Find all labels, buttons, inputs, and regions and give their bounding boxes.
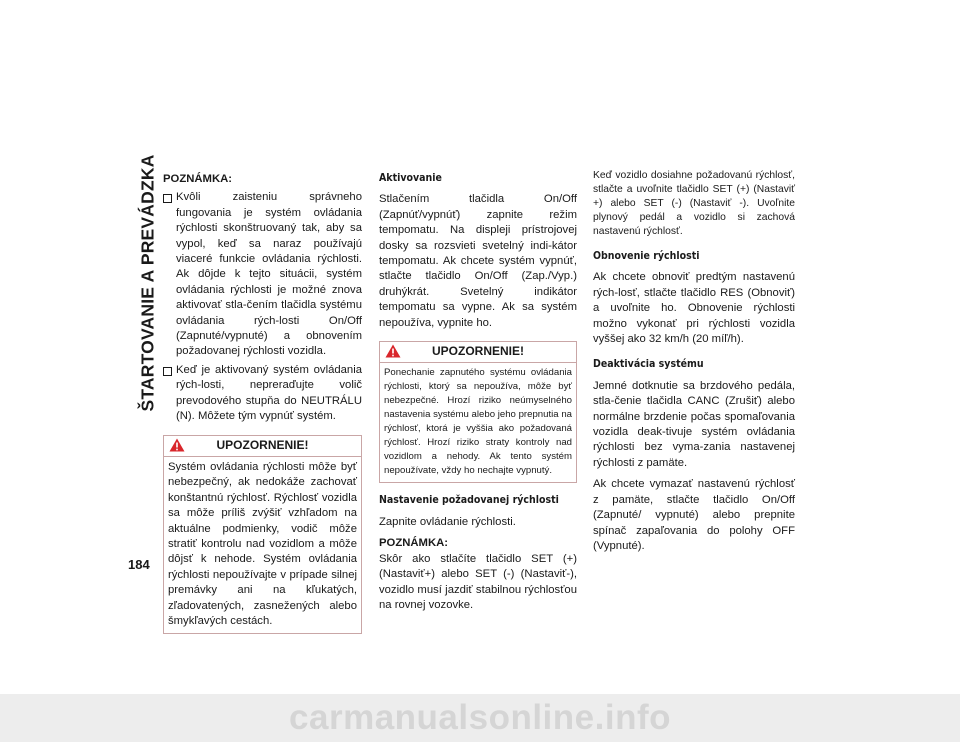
page-number: 184 bbox=[128, 557, 150, 572]
section-title-text: ŠTARTOVANIE A PREVÁDZKA bbox=[137, 153, 158, 412]
heading-activate: Aktivovanie bbox=[379, 172, 442, 184]
heading-set-speed: Nastavenie požadovanej rýchlosti bbox=[379, 494, 559, 507]
column-1 bbox=[163, 172, 362, 634]
note-text: Skôr ako stlačíte tlačidlo SET (+) (Nastaviť+) alebo SET (-) (Nastaviť-), vozidlo musí jazdiť stabilnou rýchlosťou na rovnej vozovke. bbox=[379, 552, 577, 611]
heading-resume: Obnovenie rýchlosti bbox=[593, 250, 700, 262]
warning-triangle-icon bbox=[169, 438, 185, 452]
list-item-text: Keď je aktivovaný systém ovládania rých-losti, nepreraďujte volič prevodového stupňa do NEUTRÁLU (N). Môžete tým vypnúť systém. bbox=[176, 363, 362, 423]
set-speed-text: Zapnite ovládanie rýchlosti. bbox=[379, 515, 516, 528]
watermark bbox=[0, 694, 960, 742]
checkbox-bullet-icon bbox=[163, 194, 172, 203]
list-item bbox=[163, 190, 362, 359]
warning-header bbox=[164, 436, 361, 457]
heading-deactivate: Deaktivácia systému bbox=[593, 358, 704, 371]
warning-triangle-icon bbox=[385, 344, 401, 358]
note-label: POZNÁMKA: bbox=[379, 537, 449, 550]
warning-text: Ponechanie zapnutého systému ovládania rýchlosti, ktorý sa nepoužíva, môže byť nebezpečné. Hrozí riziko neúmyselného nastavenia systému alebo jeho prepnutia na rýchlosť, ktorá je vyššia ako požadovaná rýchlosť. Hrozí riziko straty kontroly nad vozidlom a nehody. Ak tento systém nepoužívate, vždy ho nechajte vypnutý. bbox=[384, 367, 572, 477]
warning-text: Systém ovládania rýchlosti môže byť nebezpečný, ak nedokáže zachovať konštantnú rýchlosť. Rýchlosť vozidla sa môže príliš zvýšiť vzhľadom na aktuálne podmienky, vodič môže stratiť kontrolu nad vozidlom a môže dôjsť k nehode. Systém ovládania rýchlosti nepoužívajte v prípade silnej premávky ani na kľukatých, zľadovatených, zasnežených alebo šmykľavých cestách. bbox=[168, 460, 357, 627]
resume-text: Ak chcete obnoviť predtým nastavenú rých-losť, stlačte tlačidlo RES (Obnoviť) a uvoľnite ho. Obnovenie rýchlosti možno vykonať pri rýchlosti vozidla vyššej ako 32 km/h (20 míľ/h). bbox=[593, 271, 795, 346]
checkbox-bullet-icon bbox=[163, 367, 172, 376]
column-2 bbox=[379, 171, 577, 613]
activate-text: Stlačením tlačidla On/Off (Zapnúť/vypnúť) zapnite režim tempomatu. Na displeji prístrojovej dosky sa rozsvieti svetelný indi-kátor tempomatu. Ak chcete systém vypnúť, stlačte tlačidlo On/Off (Zap./Vyp.) druhýkrát. Svetelný indikátor tempomatu sa vypne. Ak sa systém nepoužíva, vypnite ho. bbox=[379, 193, 577, 329]
intro-text: Keď vozidlo dosiahne požadovanú rýchlosť, stlačte a uvoľnite tlačidlo SET (+) (Nastaviť +) alebo SET (-) (Nastaviť -). Uvoľnite plynový pedál a vozidlo si zachová nastavenú rýchlosť. bbox=[593, 170, 795, 237]
warning-box bbox=[379, 341, 577, 483]
warning-title: UPOZORNENIE! bbox=[431, 344, 524, 359]
deactivate-text-2: Ak chcete vymazať nastavenú rýchlosť z pamäte, stlačte tlačidlo On/Off (Zapnuté/ vypnuté) alebo prepnite spínač zapaľovania do polohy OFF (Vypnuté). bbox=[593, 478, 795, 552]
note-label: POZNÁMKA: bbox=[163, 173, 233, 185]
list-item bbox=[163, 363, 362, 425]
section-title bbox=[137, 153, 159, 412]
column-3 bbox=[593, 169, 795, 554]
warning-box bbox=[163, 435, 362, 635]
watermark-text: carmanualsonline.info bbox=[289, 698, 671, 737]
warning-title: UPOZORNENIE! bbox=[216, 437, 309, 452]
list-item-text: Kvôli zaisteniu správneho fungovania je systém ovládania rýchlosti skonštruovaný tak, aby sa vypol, keď sa naraz používajú viaceré funkcie ovládania rýchlosti. Ak dôjde k tejto situácii, systém ovládania rýchlosti je možné znova aktivovať stla-čením tlačidla systému ovládania rých-losti On/Off (Zapnuté/vypnuté) a obnovením požadovanej rýchlosti vozidla. bbox=[176, 191, 362, 358]
warning-header bbox=[380, 342, 576, 363]
deactivate-text-1: Jemné dotknutie sa brzdového pedála, stla-čenie tlačidla CANC (Zrušiť) alebo normálne brzdenie počas spomaľovania vozidla deak-tivuje systém ovládania rýchlosti bez vyma-zania nastavenej rýchlosti z pamäte. bbox=[593, 379, 795, 469]
